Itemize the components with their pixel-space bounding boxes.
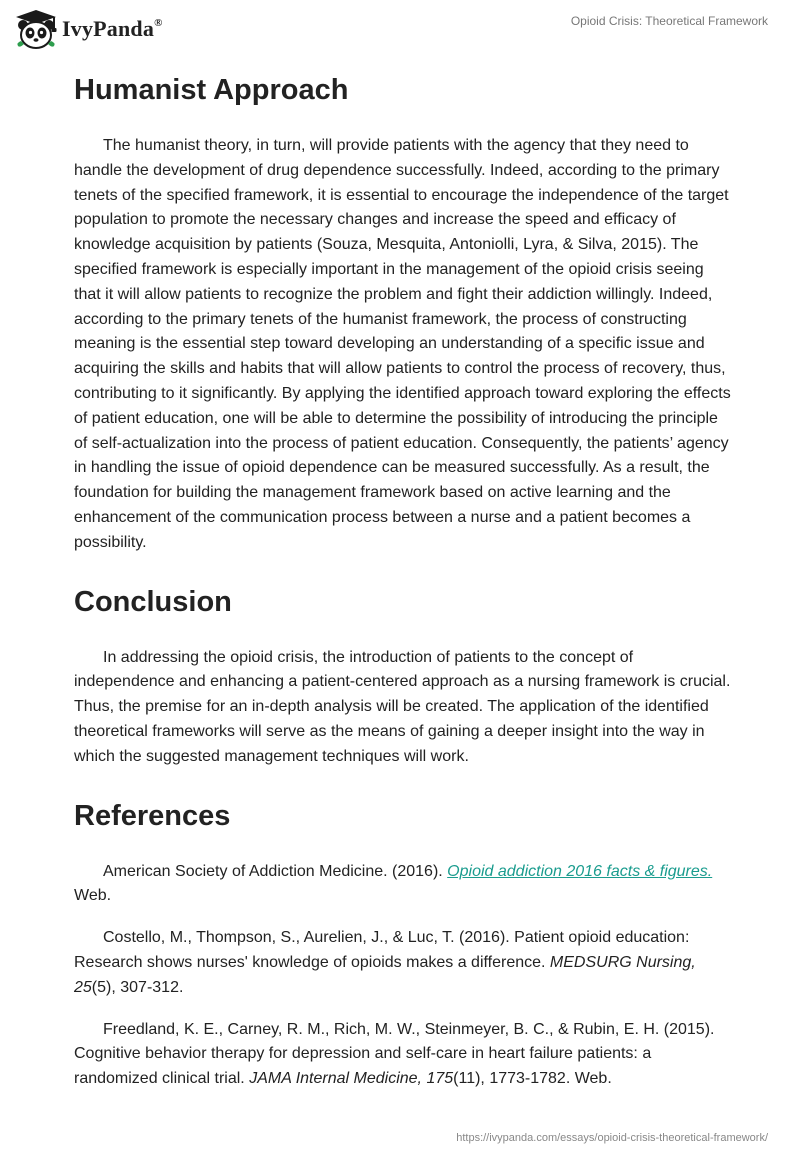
humanist-approach-paragraph: The humanist theory, in turn, will provide patients with the agency that they need to handle the development of drug dependence successfully. Indeed, according to the primary tenets of the specified framework, it is essential to encourage the independence of the target population to promote the necessary changes and increase the speed and efficacy of knowledge acquisition by patients (Souza, Mesquita, Antoniolli, Lyra, & Silva, 2015). The specified framework is especially important in the management of the opioid crisis seeing that it will allow patients to recognize the problem and fight their addiction willingly. Indeed, according to the primary tenets of the humanist framework, the process of constructing meaning is the essential step toward developing an understanding of a specific issue and acquiring the skills and habits that will allow patients to control the process of recovery, thus, contributing to it significantly. By applying the identified approach toward exploring the effects of patient education, one will be able to determine the possibility of introducing the principle of self-actualization into the process of patient education. Consequently, the patients’ agency in handling the issue of opioid dependence can be measured successfully. As a result, the foundation for building the management framework based on active learning and the enhancement of the communication process between a nurse and a patient becomes a possibility. [74, 137, 731, 551]
journal-volume: 25 [74, 978, 92, 996]
humanist-approach-heading: Humanist Approach [74, 74, 349, 106]
page-header [0, 0, 800, 60]
logo-text: IvyPanda® [62, 16, 163, 41]
references-heading: References [74, 799, 231, 832]
journal-volume: 175 [426, 1070, 454, 1088]
registered-mark: ® [154, 17, 163, 29]
source-url[interactable]: https://ivypanda.com/essays/opioid-crisis-theoretical-framework/ [456, 1132, 768, 1144]
reference-item: Costello, M., Thompson, S., Aurelien, J., & Luc, T. (2016). Patient opioid education: Research shows nurses' knowledge of opioids makes a difference. MEDSURG Nursing, 25(5), 307-312. [74, 929, 696, 996]
reference-item: American Society of Addiction Medicine. (2016). Opioid addiction 2016 facts & figures. Web. [74, 862, 713, 905]
conclusion-paragraph: In addressing the opioid crisis, the introduction of patients to the concept of independence and enhancing a patient-centered approach as a nursing framework is crucial. Thus, the premise for an in-depth analysis will be created. The application of the identified theoretical frameworks will serve as the means of gaining a deeper insight into the way in which the suggested management techniques will work. [74, 648, 731, 765]
document-title: Opioid Crisis: Theoretical Framework [570, 14, 768, 28]
reference-link[interactable]: Opioid addiction 2016 facts & figures. [447, 862, 713, 880]
conclusion-section [74, 582, 734, 770]
journal-title: JAMA Internal Medicine, [249, 1070, 422, 1088]
references-section [74, 796, 734, 1092]
journal-title: MEDSURG Nursing, [549, 953, 696, 971]
conclusion-heading: Conclusion [74, 585, 232, 618]
ivypanda-logo[interactable] [14, 8, 163, 50]
reference-item: Freedland, K. E., Carney, R. M., Rich, M. W., Steinmeyer, B. C., & Rubin, E. H. (2015). Cognitive behavior therapy for depression and self-care in heart failure patients: a randomized clinical trial. JAMA Internal Medicine, 175(11), 1773-1782. Web. [74, 1020, 715, 1088]
essay-content [74, 70, 734, 1109]
panda-logo-icon [14, 8, 58, 50]
humanist-approach-section [74, 70, 734, 556]
